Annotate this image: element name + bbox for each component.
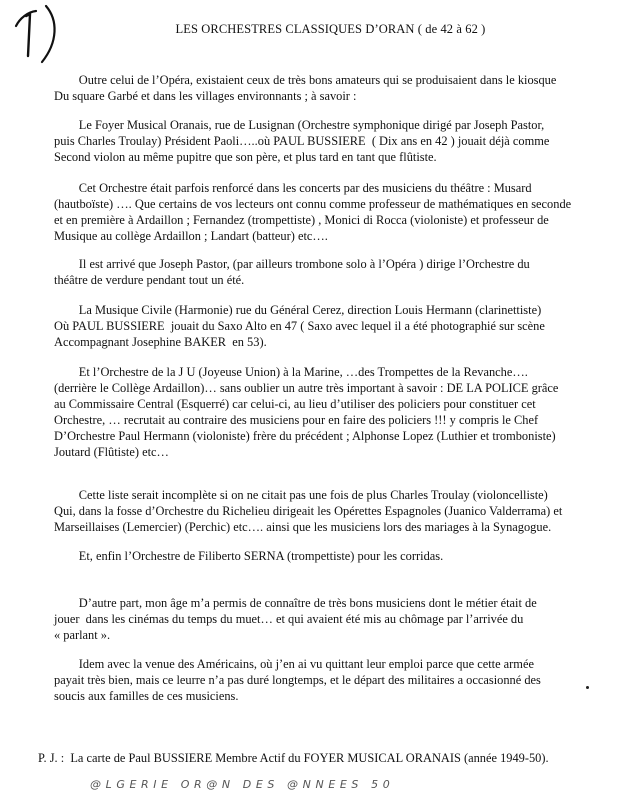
paragraph-orchestre-renforce: Cet Orchestre était parfois renforcé dans les concerts par des musiciens du théâtre : Musard (hautboïste) …. Que certains de vos lecteurs ont connu comme professeur de mathématiques en seconde et en première à Ardaillon ; Fernandez (trompettiste) , Monici di Rocca (violoniste) et professeur de Musique au collège Ardaillon ; Landart (batteur) etc…. bbox=[54, 181, 572, 243]
paragraph-piece-jointe: P. J. : La carte de Paul BUSSIERE Membre Actif du FOYER MUSICAL ORANAIS (année 1949-50). bbox=[38, 751, 549, 765]
paragraph-charles-troulay: Cette liste serait incomplète si on ne citait pas une fois de plus Charles Troulay (violoncelliste) Qui, dans la fosse d’Orchestre du Richelieu dirigeait les Opérettes Espagnoles (Juanico Valderrama) et Marseillaises (Lemercier) (Perchic) etc…. ainsi que les musiciens lors des mariages à la Synagogue. bbox=[54, 488, 563, 534]
document-title: LES ORCHESTRES CLASSIQUES D’ORAN ( de 42 à 62 ) bbox=[175, 22, 486, 36]
paragraph-musique-civile: La Musique Civile (Harmonie) rue du Général Cerez, direction Louis Hermann (clarinettiste) Où PAUL BUSSIERE jouait du Saxo Alto en 47 ( Saxo avec lequel il a été photographié sur scène Accompagnant Josephine BAKER en 53). bbox=[54, 303, 545, 349]
paragraph-joyeuse-union: Et l’Orchestre de la J U (Joyeuse Union) à la Marine, …des Trompettes de la Revanche…. (derrière le Collège Ardaillon)… sans oublier un autre très important à savoir : DE LA POLICE grâce au Commissaire Central (Esquerré) car celui-ci, au lieu d’utiliser des policiers pour constituer cet Orchestre, … recrutait au contraire des musiciens pour en faire des policiers !!! y compris le Chef D’Orchestre Paul Hermann (violoniste) frère du précédent ; Alphonse Lopez (Luthier et tromboniste) Joutard (Flûtiste) etc… bbox=[54, 365, 559, 459]
paragraph-foyer-musical: Le Foyer Musical Oranais, rue de Lusignan (Orchestre symphonique dirigé par Joseph Pastor, puis Charles Troulay) Président Paoli…..où PAUL BUSSIERE ( Dix ans en 42 ) jouait déjà comme Second violon au même pupitre que son père, et plus tard en tant que flûtiste. bbox=[54, 118, 550, 164]
scan-speck bbox=[586, 686, 589, 689]
paragraph-americains: Idem avec la venue des Américains, où j’en ai vu quittant leur emploi parce que cette armée payait très bien, mais ce leurre n’a pas duré longtemps, et le départ des militaires a occasionné des soucis aux familles de ces musiciens. bbox=[54, 657, 541, 703]
paragraph-cinemas-muet: D’autre part, mon âge m’a permis de connaître de très bons musiciens dont le métier était de jouer dans les cinémas du temps du muet… et qui avaient été mis au chômage par l’arrivée du « parlant ». bbox=[54, 596, 537, 642]
footer-watermark: @LGERIE OR@N DES @NNEES 50 bbox=[90, 778, 395, 791]
paragraph-intro: Outre celui de l’Opéra, existaient ceux de très bons amateurs qui se produisaient dans le kiosque Du square Garbé et dans les villages environnants ; à savoir : bbox=[54, 73, 557, 103]
paragraph-filiberto-serna: Et, enfin l’Orchestre de Filiberto SERNA (trompettiste) pour les corridas. bbox=[54, 549, 444, 563]
paragraph-joseph-pastor: Il est arrivé que Joseph Pastor, (par ailleurs trombone solo à l’Opéra ) dirige l’Orchestre du théâtre de verdure pendant tout un été. bbox=[54, 257, 530, 287]
